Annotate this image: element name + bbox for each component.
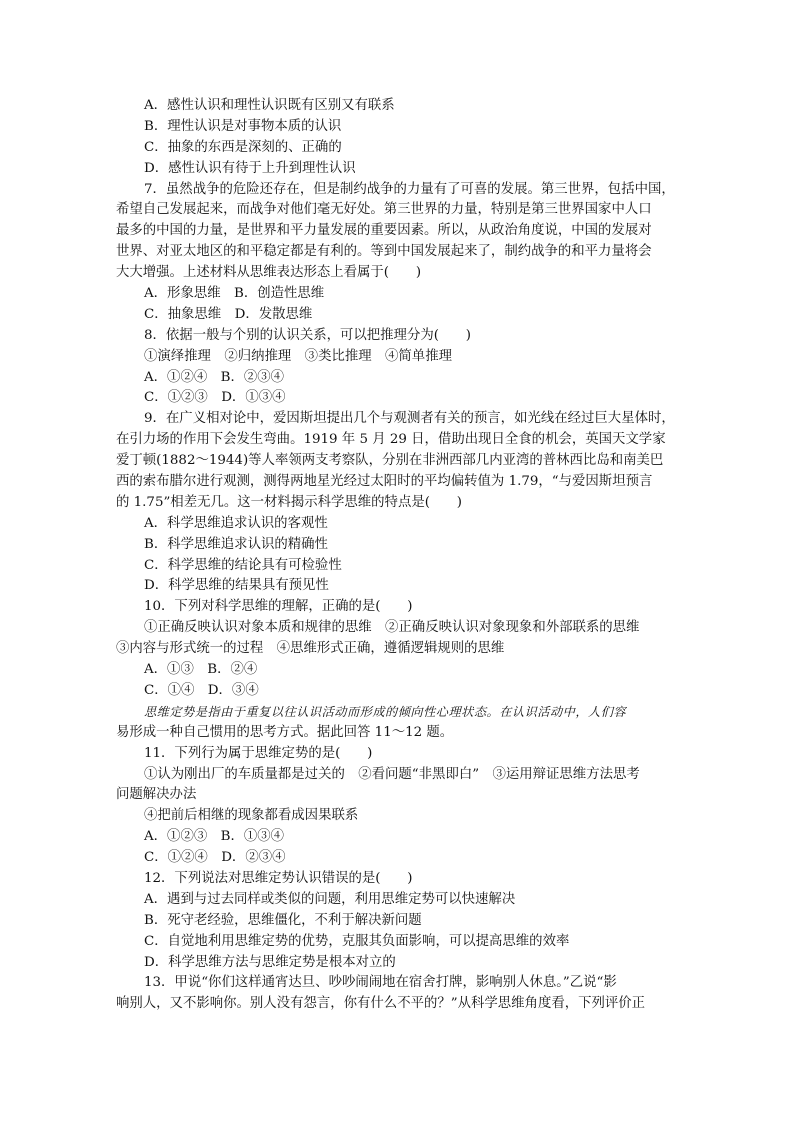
text-line: 西的索布腊尔进行观测，测得两地星光经过太阳时的平均偏转值为 1.79，“与爱因斯坦预言 xyxy=(116,474,653,490)
text-line: A．遇到与过去同样或类似的问题，利用思维定势可以快速解决 xyxy=(144,891,516,907)
text-line: ④把前后相继的现象都看成因果联系 xyxy=(144,808,359,824)
text-line: 13．甲说“你们这样通宵达旦、吵吵闹闹地在宿舍打牌，影响别人休息。”乙说“影 xyxy=(144,975,617,991)
text-line: 希望自己发展起来，而战争对他们毫无好处。第三世界的力量，特别是第三世界国家中人口 xyxy=(116,202,652,218)
text-line: 响别人，又不影响你。别人没有怨言，你有什么不平的？”从科学思维角度看，下列评价正 xyxy=(116,996,646,1012)
text-line: C．①④ D．③④ xyxy=(144,682,259,698)
text-line: A．感性认识和理性认识既有区别又有联系 xyxy=(144,98,395,113)
text-line: 思维定势是指由于重复以往认识活动而形成的倾向性心理状态。在认识活动中，人们容 xyxy=(144,704,627,719)
text-line: 10．下列对科学思维的理解，正确的是( ) xyxy=(144,599,413,615)
text-line: C．科学思维的结论具有可检验性 xyxy=(144,557,342,573)
text-line: A．①②③ B．①③④ xyxy=(144,829,285,845)
text-line: ①演绎推理 ②归纳推理 ③类比推理 ④简单推理 xyxy=(144,348,452,364)
text-line: ③内容与形式统一的过程 ④思维形式正确，遵循逻辑规则的思维 xyxy=(116,641,505,657)
text-line: C．①②④ D．②③④ xyxy=(144,850,286,866)
text-line: 易形成一种自己惯用的思考方式。据此回答 11～12 题。 xyxy=(116,724,454,740)
text-line: 的 1.75”相差无几。这一材料揭示科学思维的特点是( ) xyxy=(116,494,462,510)
text-line: ①正确反映认识对象本质和规律的思维 ②正确反映认识对象现象和外部联系的思维 xyxy=(144,620,640,636)
text-line: 9．在广义相对论中，爱因斯坦提出几个与观测者有关的预言，如光线在经过巨大星体时， xyxy=(144,411,675,427)
text-line: C．①②③ D．①③④ xyxy=(144,390,286,406)
text-line: A．形象思维 B．创造性思维 xyxy=(144,286,325,302)
text-line: 11．下列行为属于思维定势的是( ) xyxy=(144,745,373,761)
text-line: B．理性认识是对事物本质的认识 xyxy=(144,118,342,134)
text-line: 世界、对亚太地区的和平稳定都是有利的。等到中国发展起来了，制约战争的和平力量将会 xyxy=(116,244,652,260)
text-line: B．科学思维追求认识的精确性 xyxy=(144,536,328,552)
document-page xyxy=(116,96,682,1015)
text-line: 8．依据一般与个别的认识关系，可以把推理分为( ) xyxy=(144,327,471,343)
text-line: 问题解决办法 xyxy=(116,787,197,803)
text-line: 最多的中国的力量，是世界和平力量发展的重要因素。所以，从政治角度说，中国的发展对 xyxy=(116,223,652,239)
text-line: 大大增强。上述材料从思维表达形态上看属于( ) xyxy=(116,265,422,281)
text-line: 在引力场的作用下会发生弯曲。1919 年 5 月 29 日，借助出现日全食的机会，英国天文学家 xyxy=(116,432,666,448)
text-line: 爱丁顿(1882～1944)等人率领两支考察队，分别在非洲西部几内亚湾的普林西比岛和南美巴 xyxy=(116,453,664,469)
text-line: C．抽象思维 D．发散思维 xyxy=(144,306,313,322)
text-line: ①认为刚出厂的车质量都是过关的 ②看问题“非黑即白” ③运用辩证思维方法思考 xyxy=(144,766,640,782)
text-line: D．科学思维方法与思维定势是根本对立的 xyxy=(144,954,396,970)
text-line: 7．虽然战争的危险还存在，但是制约战争的力量有了可喜的发展。第三世界，包括中国， xyxy=(144,181,675,197)
text-line: A．①③ B．②④ xyxy=(144,662,258,678)
text-line: C．抽象的东西是深刻的、正确的 xyxy=(144,139,342,155)
text-line: A．科学思维追求认识的客观性 xyxy=(144,515,328,531)
text-line: B．死守老经验，思维僵化，不利于解决新问题 xyxy=(144,912,422,928)
text-line: A．①②④ B．②③④ xyxy=(144,369,285,385)
text-line: C．自觉地利用思维定势的优势，克服其负面影响，可以提高思维的效率 xyxy=(144,933,570,949)
text-line: 12．下列说法对思维定势认识错误的是( ) xyxy=(144,870,413,886)
text-line: D．科学思维的结果具有预见性 xyxy=(144,578,329,594)
text-line: D．感性认识有待于上升到理性认识 xyxy=(144,160,356,176)
